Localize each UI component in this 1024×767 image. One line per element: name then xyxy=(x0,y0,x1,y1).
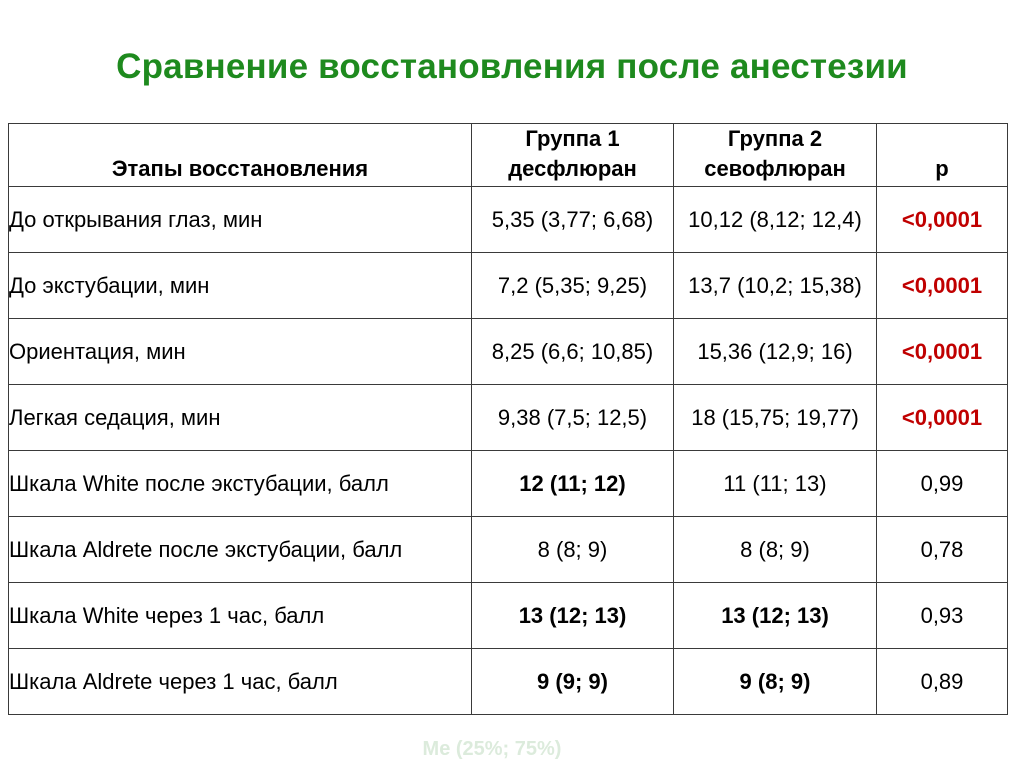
group2-cell: 15,36 (12,9; 16) xyxy=(674,319,877,385)
group2-cell: 13 (12; 13) xyxy=(674,583,877,649)
group1-cell: 9,38 (7,5; 12,5) xyxy=(472,385,674,451)
p-value-cell: 0,89 xyxy=(877,649,1008,715)
stage-cell: Шкала White через 1 час, балл xyxy=(9,583,472,649)
group2-cell: 9 (8; 9) xyxy=(674,649,877,715)
group1-cell: 8 (8; 9) xyxy=(472,517,674,583)
stage-cell: Ориентация, мин xyxy=(9,319,472,385)
group2-cell: 10,12 (8,12; 12,4) xyxy=(674,187,877,253)
stage-cell: До открывания глаз, мин xyxy=(9,187,472,253)
footnote: Me (25%; 75%) xyxy=(422,738,562,760)
p-value-cell: <0,0001 xyxy=(877,385,1008,451)
group1-cell: 5,35 (3,77; 6,68) xyxy=(472,187,674,253)
table-row xyxy=(9,451,1008,517)
group1-cell: 7,2 (5,35; 9,25) xyxy=(472,253,674,319)
stage-cell: Шкала White после экстубации, балл xyxy=(9,451,472,517)
table-row xyxy=(9,319,1008,385)
table-row xyxy=(9,649,1008,715)
stage-cell: Шкала Aldrete после экстубации, балл xyxy=(9,517,472,583)
group2-cell: 13,7 (10,2; 15,38) xyxy=(674,253,877,319)
p-value-cell: 0,78 xyxy=(877,517,1008,583)
group2-cell: 8 (8; 9) xyxy=(674,517,877,583)
p-value-cell: <0,0001 xyxy=(877,319,1008,385)
group1-cell: 9 (9; 9) xyxy=(472,649,674,715)
group1-cell: 12 (11; 12) xyxy=(472,451,674,517)
recovery-comparison-table xyxy=(8,123,1008,715)
stage-cell: Легкая седация, мин xyxy=(9,385,472,451)
group2-cell: 18 (15,75; 19,77) xyxy=(674,385,877,451)
p-value-cell: <0,0001 xyxy=(877,253,1008,319)
header-group-2: Группа 2 севофлюран xyxy=(674,124,877,187)
p-value-cell: 0,93 xyxy=(877,583,1008,649)
table-row xyxy=(9,385,1008,451)
header-stages: Этапы восстановления xyxy=(9,124,472,187)
table-row xyxy=(9,583,1008,649)
slide-title: Сравнение восстановления после анестезии xyxy=(116,47,908,86)
table-row xyxy=(9,187,1008,253)
stage-cell: До экстубации, мин xyxy=(9,253,472,319)
group2-cell: 11 (11; 13) xyxy=(674,451,877,517)
group1-cell: 13 (12; 13) xyxy=(472,583,674,649)
header-p-value: р xyxy=(877,124,1008,187)
table-row xyxy=(9,253,1008,319)
table-header-row xyxy=(9,124,1008,187)
p-value-cell: <0,0001 xyxy=(877,187,1008,253)
stage-cell: Шкала Aldrete через 1 час, балл xyxy=(9,649,472,715)
p-value-cell: 0,99 xyxy=(877,451,1008,517)
header-group-1: Группа 1 десфлюран xyxy=(472,124,674,187)
table-row xyxy=(9,517,1008,583)
group1-cell: 8,25 (6,6; 10,85) xyxy=(472,319,674,385)
